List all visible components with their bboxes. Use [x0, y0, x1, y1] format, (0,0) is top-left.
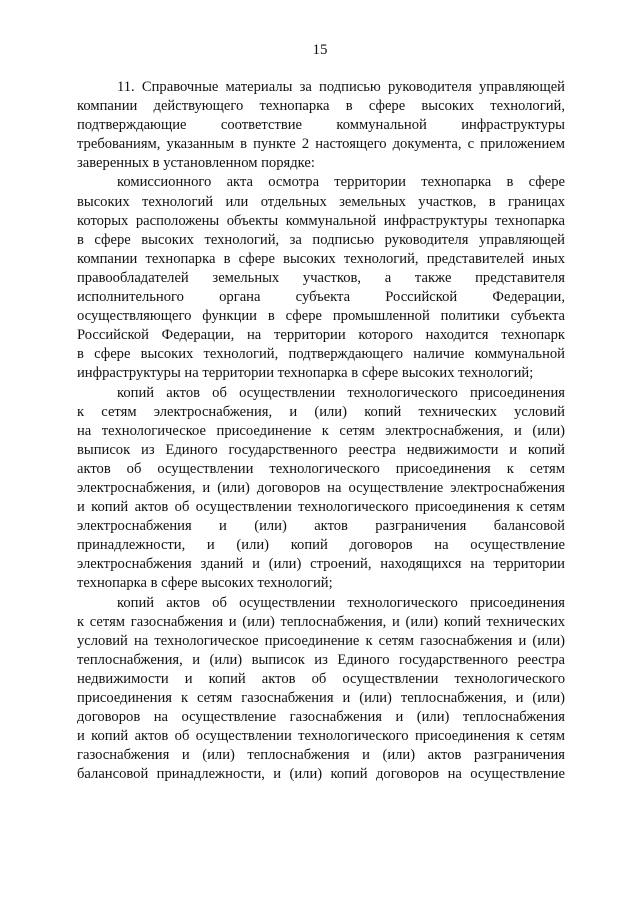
text-line: 11. Справочные материалы за подписью руководителя управляющей: [117, 79, 565, 95]
text-line: электроснабжения зданий и (или) строений, находящихся на территории: [77, 556, 565, 573]
text-line: подтверждающие соответствие коммунальной инфраструктуры: [77, 117, 565, 134]
text-line: электроснабжения, и (или) договоров на осуществление электроснабжения: [77, 479, 565, 496]
text-line: осуществляющего функции в сфере промышленной политики субъекта: [77, 308, 565, 325]
text-line: балансовой принадлежности, и (или) копий договоров на осуществление: [77, 766, 565, 783]
text-line: недвижимости и копий актов об осуществлении технологического: [77, 670, 565, 687]
text-line: технопарка в сфере высоких технологий;: [77, 575, 333, 592]
text-line: которых расположены объекты коммунальной инфраструктуры технопарка: [77, 212, 565, 229]
text-line: копий актов об осуществлении технологического присоединения: [117, 384, 565, 401]
text-line: высоких технологий или отдельных земельных участков, в границах: [77, 193, 565, 210]
text-line: электроснабжения и (или) актов разграничения балансовой: [77, 518, 565, 535]
text-line: теплоснабжения, и (или) выписок из Единого государственного реестра: [77, 651, 565, 668]
text-line: заверенных в установленном порядке:: [77, 155, 315, 172]
text-line: компании действующего технопарка в сфере высоких технологий,: [77, 98, 565, 115]
document-body: [77, 78, 565, 784]
text-line: инфраструктуры на территории технопарка в сфере высоких технологий;: [77, 365, 534, 382]
text-line: присоединения к сетям газоснабжения и (или) теплоснабжения, и (или): [77, 690, 565, 706]
text-line: и копий актов об осуществлении технологического присоединения к сетям: [77, 728, 565, 745]
text-line: условий на технологическое присоединение к сетям газоснабжения и (или): [77, 632, 565, 649]
text-line: компании технопарка в сфере высоких технологий, представителей иных: [77, 250, 565, 267]
text-line: в сфере высоких технологий, за подписью руководителя управляющей: [77, 231, 565, 248]
page-number: 15: [312, 42, 328, 58]
paragraph-materials-intro: [77, 78, 565, 173]
paragraph-electricity-acts: [77, 384, 565, 594]
text-line: к сетям электроснабжения, и (или) копий технических условий: [77, 403, 565, 420]
text-line: требованиям, указанным в пункте 2 настоящего документа, с приложением: [77, 136, 565, 153]
text-line: на технологическое присоединение к сетям электроснабжения, и (или): [77, 422, 565, 439]
text-line: и копий актов об осуществлении технологического присоединения к сетям: [77, 499, 565, 516]
paragraph-commission-act: [77, 173, 565, 383]
text-line: Российской Федерации, на территории которого находится технопарк: [77, 327, 565, 344]
text-line: актов об осуществлении технологического присоединения к сетям: [77, 460, 565, 477]
text-line: к сетям газоснабжения и (или) теплоснабжения, и (или) копий технических: [77, 613, 565, 630]
text-line: комиссионного акта осмотра территории технопарка в сфере: [117, 174, 565, 191]
text-line: в сфере высоких технологий, подтверждающего наличие коммунальной: [77, 346, 565, 363]
text-line: правообладателей земельных участков, а также представителя: [77, 269, 565, 286]
text-line: принадлежности, и (или) копий договоров на осуществление: [77, 537, 565, 554]
text-line: выписок из Единого государственного реестра недвижимости и копий: [77, 441, 565, 458]
paragraph-gas-heat-acts: [77, 594, 565, 785]
text-line: копий актов об осуществлении технологического присоединения: [117, 594, 565, 611]
text-line: исполнительного органа субъекта Российской Федерации,: [77, 289, 565, 306]
text-line: договоров на осуществление газоснабжения и (или) теплоснабжения: [77, 709, 565, 726]
text-line: газоснабжения и (или) теплоснабжения и (или) актов разграничения: [77, 747, 565, 764]
